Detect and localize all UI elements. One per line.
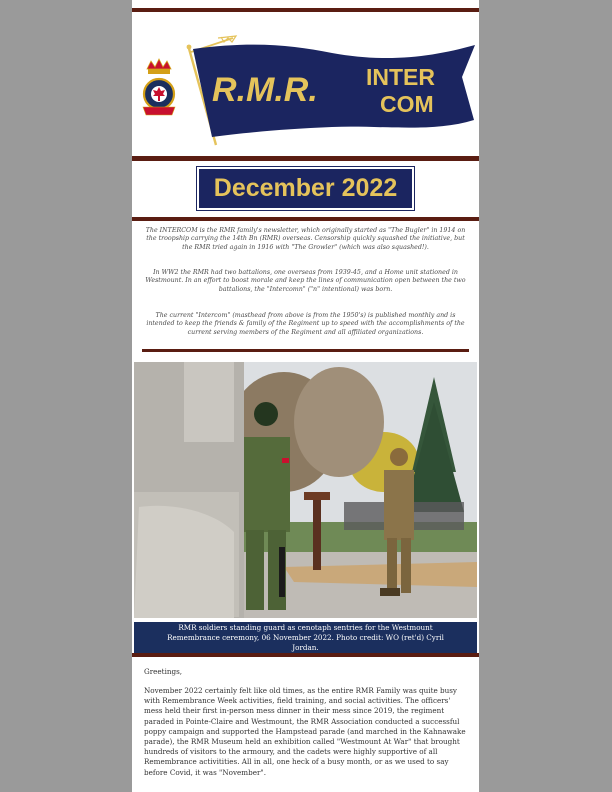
photo-caption <box>134 622 477 653</box>
regimental-crest-icon <box>143 59 175 115</box>
intro-paragraph-history: The INTERCOM is the RMR family's newsletter, which originally started as "The Bugler" in 1914 on the troopship carrying the 14th Bn (RMR) overseas. Censorship quickly squashed the initiative, but the RMR tried again in 1916 with "The Growler" (which was also squashed!). <box>145 227 466 251</box>
masthead-rmr-text: R.M.R. <box>212 71 318 109</box>
letter-greeting: Greetings, <box>144 667 183 676</box>
issue-title: December 2022 <box>213 174 398 202</box>
letter-paragraph: November 2022 certainly felt like old times, as the entire RMR Family was quite busy with Remembrance Week activities, field training, and social activities. The officers' mess held their first in-person mess dinner in their mess since 2019, the regiment paraded in Pointe-Claire and Westmount, the RMR Association conducted a successful poppy campaign and supported the Hampstead parade (and marched in the Kahnawake parade), the RMR Museum held an exhibition called "Westmount At War" that brought hundreds of visitors to the armoury, and the cadets were highly supportive of all Remembrance activitities. All in all, one heck of a busy month, or as we used to say before Covid, it was "November". <box>144 686 466 777</box>
newsletter-page <box>132 0 479 792</box>
caption-rule <box>132 653 479 657</box>
cenotaph-photo <box>134 362 477 618</box>
masthead-rule <box>132 156 479 161</box>
intro-rule <box>142 349 469 352</box>
photo-caption-text: RMR soldiers standing guard as cenotaph sentries for the Westmount Remembrance ceremony, 06 November 2022. Photo credit: WO (ret'd) Cyril Jordan. <box>167 622 444 652</box>
issue-title-box <box>197 167 414 210</box>
masthead-inter-text: INTER <box>366 64 435 90</box>
title-rule <box>132 217 479 221</box>
masthead-banner <box>132 15 479 157</box>
intro-paragraph-current: The current "Intercom" (masthead from above is from the 1950's) is published monthly and is intended to keep the friends & family of the Regiment up to speed with the accomplishments of the current serving members of the Regiment and all affiliated organizations. <box>146 312 465 336</box>
intro-paragraph-ww2: In WW2 the RMR had two battalions, one overseas from 1939-45, and a Home unit stationed in Westmount. In an effort to boost morale and keep the lines of communication open between the two battalions, the "Intercomn" ("n" intentional) was born. <box>145 269 466 293</box>
masthead-com-text: COM <box>380 91 434 117</box>
top-rule <box>132 8 479 12</box>
